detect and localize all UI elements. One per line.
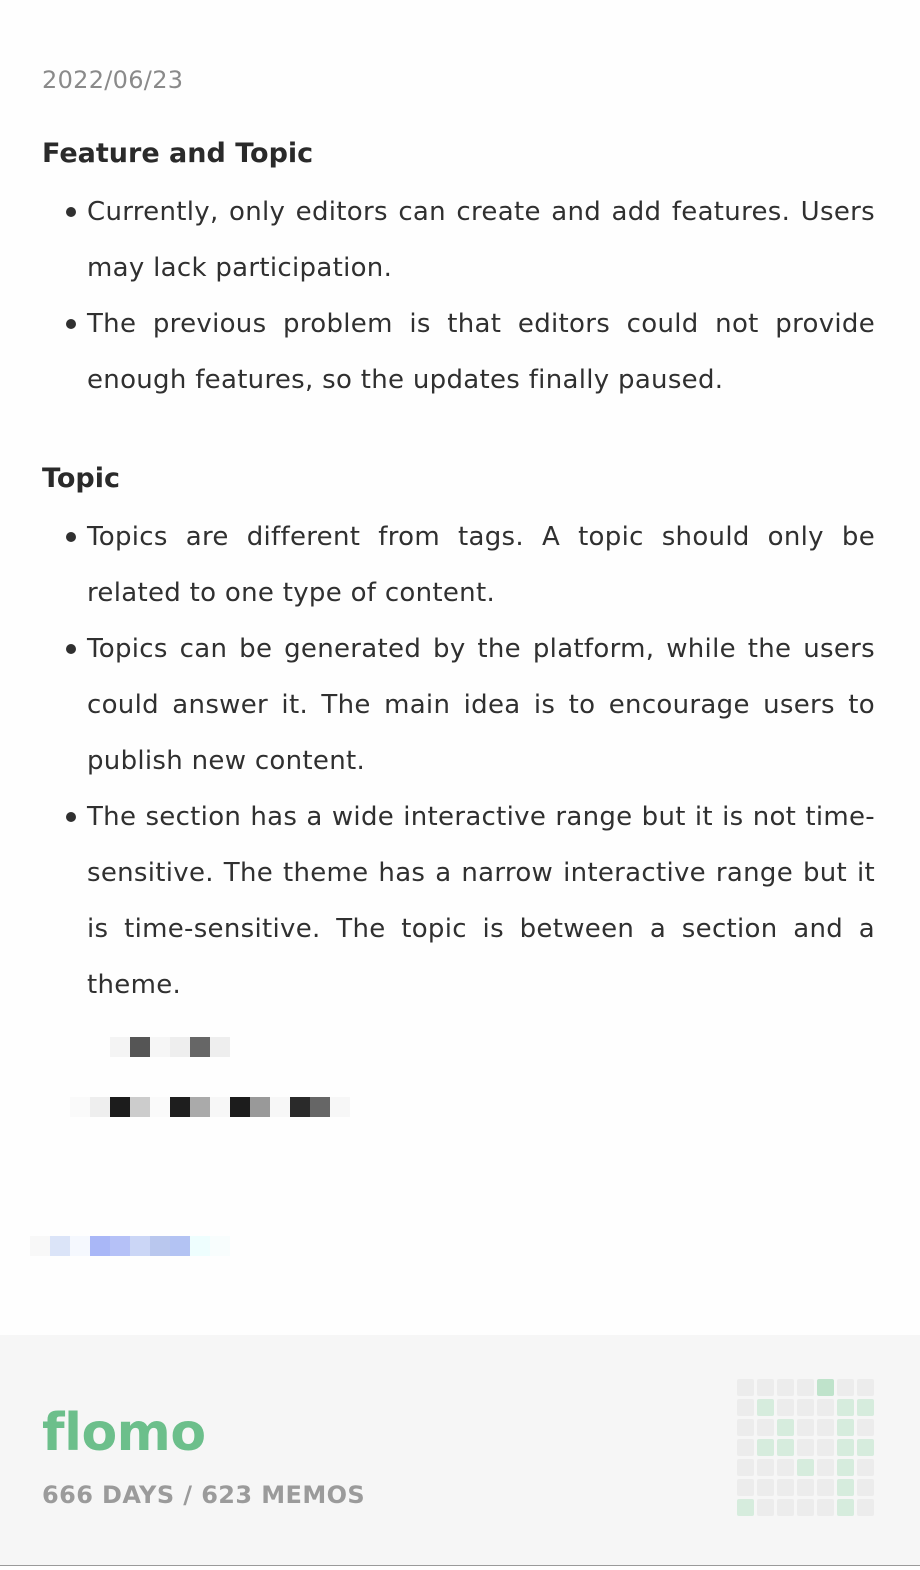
- heatmap-cell: [797, 1479, 814, 1496]
- heatmap-cell: [797, 1379, 814, 1396]
- heatmap-cell: [757, 1479, 774, 1496]
- heatmap-cell: [797, 1439, 814, 1456]
- bullet-item: Currently, only editors can create and add features. Users may lack participation.: [87, 184, 875, 296]
- heatmap-cell: [757, 1399, 774, 1416]
- heatmap-cell: [817, 1379, 834, 1396]
- heatmap-cell: [757, 1459, 774, 1476]
- redacted-tags: [30, 1236, 230, 1256]
- heatmap-cell: [837, 1439, 854, 1456]
- heatmap-cell: [817, 1499, 834, 1516]
- heatmap-cell: [857, 1499, 874, 1516]
- bullet-list-topic: [87, 509, 875, 1013]
- heatmap-cell: [737, 1479, 754, 1496]
- heatmap-cell: [797, 1459, 814, 1476]
- activity-heatmap: [737, 1379, 874, 1516]
- redacted-text-block: [70, 1097, 350, 1117]
- bullet-list-feature-and-topic: [87, 184, 875, 408]
- heatmap-cell: [837, 1419, 854, 1436]
- heatmap-cell: [757, 1379, 774, 1396]
- memo-footer: [0, 1335, 920, 1565]
- heatmap-cell: [837, 1479, 854, 1496]
- heatmap-cell: [797, 1419, 814, 1436]
- bullet-item: The previous problem is that editors could not provide enough features, so the updates finally paused.: [87, 296, 875, 408]
- heatmap-cell: [837, 1499, 854, 1516]
- heatmap-cell: [857, 1399, 874, 1416]
- heatmap-cell: [737, 1499, 754, 1516]
- bullet-item: The section has a wide interactive range but it is not time-sensitive. The theme has a narrow interactive range but it is time-sensitive. The topic is between a section and a theme.: [87, 789, 875, 1013]
- section-title-topic: Topic: [42, 463, 120, 494]
- heatmap-cell: [777, 1479, 794, 1496]
- divider: [0, 1565, 920, 1566]
- heatmap-cell: [777, 1459, 794, 1476]
- memo-date: 2022/06/23: [42, 66, 184, 94]
- heatmap-cell: [837, 1379, 854, 1396]
- heatmap-cell: [857, 1479, 874, 1496]
- heatmap-cell: [737, 1399, 754, 1416]
- heatmap-cell: [737, 1439, 754, 1456]
- heatmap-cell: [837, 1399, 854, 1416]
- heatmap-cell: [777, 1499, 794, 1516]
- memo-stats: 666 DAYS / 623 MEMOS: [42, 1481, 366, 1509]
- heatmap-cell: [797, 1399, 814, 1416]
- heatmap-cell: [857, 1379, 874, 1396]
- heatmap-cell: [797, 1499, 814, 1516]
- bullet-item: Topics are different from tags. A topic should only be related to one type of content.: [87, 509, 875, 621]
- heatmap-cell: [757, 1439, 774, 1456]
- heatmap-cell: [737, 1459, 754, 1476]
- heatmap-cell: [857, 1439, 874, 1456]
- flomo-logo: flomo: [42, 1403, 206, 1463]
- heatmap-cell: [837, 1459, 854, 1476]
- heatmap-cell: [777, 1419, 794, 1436]
- heatmap-cell: [777, 1399, 794, 1416]
- heatmap-cell: [817, 1399, 834, 1416]
- heatmap-cell: [817, 1419, 834, 1436]
- heatmap-cell: [857, 1459, 874, 1476]
- heatmap-cell: [737, 1379, 754, 1396]
- heatmap-cell: [857, 1419, 874, 1436]
- heatmap-cell: [757, 1499, 774, 1516]
- heatmap-cell: [777, 1379, 794, 1396]
- bullet-item: Topics can be generated by the platform, while the users could answer it. The main idea is to encourage users to publish new content.: [87, 621, 875, 789]
- heatmap-cell: [737, 1419, 754, 1436]
- heatmap-cell: [777, 1439, 794, 1456]
- redacted-text-block: [110, 1037, 230, 1057]
- section-title-feature-and-topic: Feature and Topic: [42, 138, 314, 169]
- heatmap-cell: [817, 1459, 834, 1476]
- heatmap-cell: [817, 1479, 834, 1496]
- heatmap-cell: [817, 1439, 834, 1456]
- heatmap-cell: [757, 1419, 774, 1436]
